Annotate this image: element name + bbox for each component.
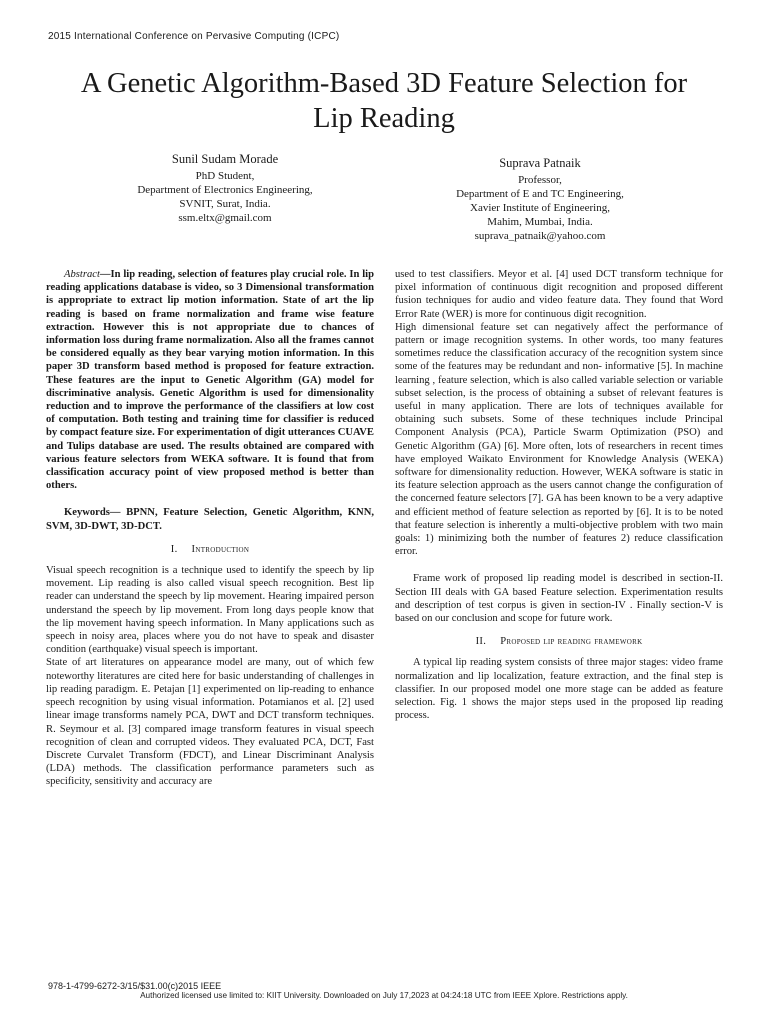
author-email: suprava_patnaik@yahoo.com — [474, 230, 606, 242]
paper-title-line-2: Lip Reading — [313, 103, 455, 134]
paper-title-line-1: A Genetic Algorithm-Based 3D Feature Selection for — [80, 68, 688, 99]
paper-title — [30, 66, 738, 136]
section-heading-framework — [395, 635, 723, 648]
author-name: Sunil Sudam Morade — [171, 152, 279, 166]
author-role: PhD Student, — [195, 170, 255, 182]
author-name: Suprava Patnaik — [499, 156, 581, 170]
footer-isbn: 978-1-4799-6272-3/15/$31.00(c)2015 IEEE — [48, 981, 222, 991]
conference-header: 2015 International Conference on Pervasive Computing (ICPC) — [48, 31, 340, 42]
author-department: Department of Electronics Engineering, — [137, 184, 313, 196]
intro-paragraph-2: State of art literatures on appearance model are many, out of which few noteworthy literatures are cited here for basic understanding of challenges in lip reading paradigm. E. Petajan [1] experimented on lip-reading to enhance speech recognition by using visual information. Potamianos et al. [2] used linear image transforms namely PCA, DWT and DCT transform techniques. R. Seymour et al. [3] compared image transform features in visual speech recognition of clean and corrupted videos. They evaluated PCA, DCT, Fast Discrete Curvalet Transform (FDCT), and Linear Discriminant Analysis (LDA) methods. The classification performance parameters such as specificity, sensitivity and accuracy are — [46, 657, 374, 788]
body-paragraph-1: used to test classifiers. Meyor et al. [4] used DCT transform technique for pixel information of continuous digit recognition and proposed different fusion techniques for audio and video feature data. They found that Word Error Rate (WER) is more for continuous digit recognition. — [395, 269, 723, 320]
right-column — [395, 268, 723, 723]
section-heading-introduction — [46, 543, 374, 556]
author-email: ssm.eltx@gmail.com — [178, 212, 272, 224]
intro-paragraph-1: Visual speech recognition is a technique used to identify the speech by lip movement. Lip reading is also called visual speech recognition. Best lip reader can understand the speech by lip movement. Hearing impaired person understand the speech by lip movement. From long days people know that the lip movement having speech information. In Many applications such as speech in noisy area, places where you do not have to speak and disaster condition (earthquake) visual speech is important. — [46, 565, 374, 656]
keywords: Keywords— BPNN, Feature Selection, Genetic Algorithm, KNN, SVM, 3D-DWT, 3D-DCT. — [46, 507, 374, 532]
body-paragraph-3: Frame work of proposed lip reading model is described in section-II. Section III deals with GA based Feature selection. Experimentation results and description of test corpus is given in section-IV . Finally section-V is based on our conclusion and scope for future work. — [395, 573, 723, 625]
author-block-2 — [395, 155, 685, 243]
author-department: Department of E and TC Engineering, — [456, 188, 624, 200]
section-title: Introduction — [191, 543, 250, 555]
abstract — [46, 268, 374, 492]
section-number: I. — [170, 543, 178, 555]
footer-license: Authorized licensed use limited to: KIIT University. Downloaded on July 17,2023 at 04:24:18 UTC from IEEE Xplore. Restrictions apply. — [140, 991, 628, 1000]
body-paragraph-2: High dimensional feature set can negatively affect the performance of pattern or image recognition systems. In other words, too many features sometimes reduce the classification accuracy of the recognition system since some of the features may be redundant and non- informative [5]. In machine learning , feature selection, which is also called variable selection or variable subset selection, is the process of obtaining a subset of relevant features is useful in many application. There are lots of techniques available for obtaining such subsets. Some of these techniques include Principal Component Analysis (PCA), Particle Swarm Optimization (PSO) and Genetic Algorithm (GA) [6]. More often, lots of researchers in recent times have employed Waikato Environment for Knowledge Analysis (WEKA) software for dimensionality reduction. However, WEKA software is static in its feature selection approach as the users cannot change the configuration of the concerned feature selectors [7]. GA has been known to be a very adaptive and efficient method of feature selection as reported by [6]. It is to be noted that feature selection is inherently a multi-objective problem with two main goals: 1) minimizing both the number of features 2) reduce classification error. — [395, 321, 723, 558]
section-title: Proposed lip reading framework — [500, 636, 643, 648]
author-role: Professor, — [518, 174, 562, 186]
author-institution: SVNIT, Surat, India. — [179, 198, 271, 210]
author-block-1 — [80, 151, 370, 225]
abstract-text: —In lip reading, selection of features play crucial role. In lip reading applications database is video, so 3 Dimensional transformation is appropriate to extract lip motion information. State of art the lip reading is based on frame normalization and frame wise feature extraction. However this is not appropriate due to chances of information loss during frame normalization. Also all the frames cannot be considered equally as they bear varying motion information. In this paper 3D transform based method is proposed for feature extraction. These features are the input to Genetic Algorithm (GA) model for discriminative analysis. Genetic Algorithm is used for dimensionality reduction and to improve the performance of the classifiers at low cost of computation. Both testing and training time for classifier is reduced by compact feature size. For experimentation of digit utterances CUAVE and Tulips database are used. The results obtained are compared with various feature selectors from WEKA software. It is found that from classification accuracy point of view proposed method is better than others. — [46, 269, 374, 492]
section-number: II. — [475, 636, 487, 648]
abstract-label: Abstract — [64, 269, 100, 280]
framework-paragraph: A typical lip reading system consists of three major stages: video frame normalization and lip localization, feature extraction, and the final step is classifier. In our proposed model one more stage can be added as feature selection. Fig. 1 shows the major steps used in the proposed lip reading process. — [395, 657, 723, 722]
left-column — [46, 268, 374, 789]
author-location: Mahim, Mumbai, India. — [487, 216, 593, 228]
author-institution: Xavier Institute of Engineering, — [470, 202, 610, 214]
